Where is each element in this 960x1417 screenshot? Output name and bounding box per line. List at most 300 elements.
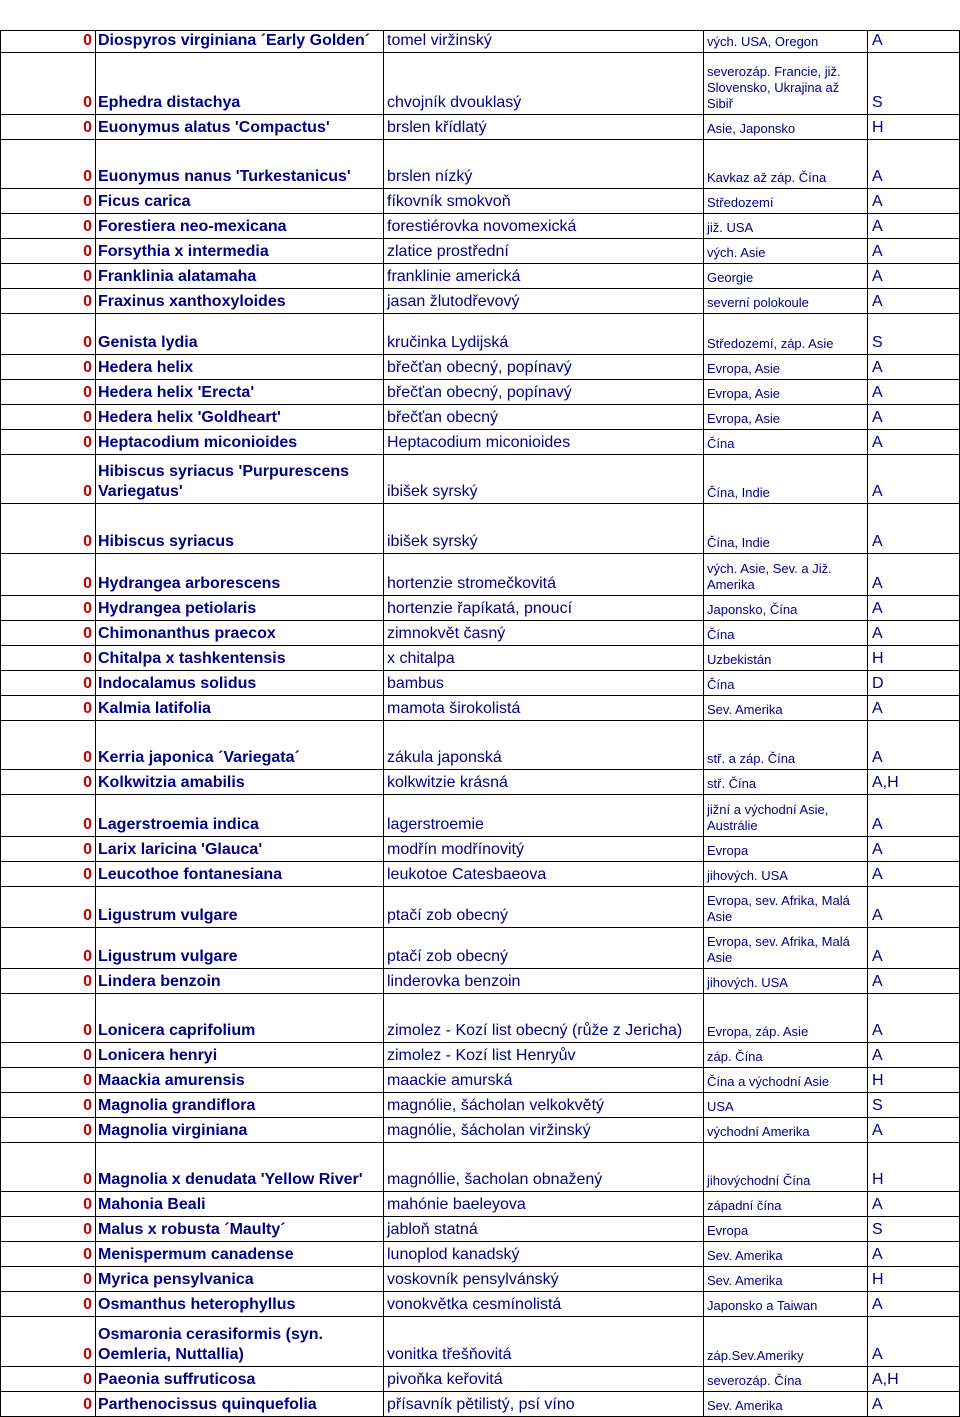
czech-name-cell [384, 188, 704, 213]
origin-cell [704, 1316, 868, 1366]
czech-name: vonokvětka cesmínolistá [387, 1296, 562, 1313]
czech-name: brslen nízký [387, 168, 473, 185]
czech-name: tomel viržinský [387, 32, 492, 49]
hardiness-zone: A [872, 533, 883, 550]
hardiness-zone-cell [868, 695, 960, 720]
latin-name-cell [96, 313, 384, 354]
origin-cell [704, 836, 868, 861]
latin-name-cell [96, 114, 384, 139]
origin-cell [704, 1117, 868, 1142]
hardiness-zone: S [872, 1097, 883, 1114]
latin-name: Magnolia x denudata 'Yellow River' [98, 1171, 363, 1188]
czech-name-cell [384, 1241, 704, 1266]
latin-name-cell [96, 836, 384, 861]
hardiness-zone-cell [868, 404, 960, 429]
hardiness-zone-cell [868, 1092, 960, 1117]
row-number-cell [0, 188, 96, 213]
czech-name: hortenzie řapíkatá, pnoucí [387, 600, 573, 617]
hardiness-zone-cell [868, 503, 960, 553]
czech-name: břečťan obecný [387, 409, 498, 426]
table-row [0, 1241, 960, 1267]
latin-name-cell [96, 454, 384, 503]
hardiness-zone-cell [868, 1366, 960, 1391]
latin-name-cell [96, 1316, 384, 1366]
row-number: 0 [83, 1022, 92, 1039]
czech-name-cell [384, 1142, 704, 1191]
origin: Čína [707, 677, 735, 692]
origin-cell [704, 31, 868, 52]
czech-name: zimnokvět časný [387, 625, 506, 642]
latin-name: Magnolia grandiflora [98, 1097, 256, 1114]
hardiness-zone-cell [868, 769, 960, 794]
hardiness-zone-cell [868, 1042, 960, 1067]
table-row [0, 595, 960, 621]
latin-name: Chitalpa x tashkentensis [98, 650, 286, 667]
latin-name: Lagerstroemia indica [98, 816, 259, 833]
latin-name: Euonymus nanus 'Turkestanicus' [98, 168, 351, 185]
row-number: 0 [83, 973, 92, 990]
hardiness-zone-cell [868, 52, 960, 114]
czech-name-cell [384, 313, 704, 354]
row-number-cell [0, 379, 96, 404]
czech-name: bambus [387, 675, 444, 692]
hardiness-zone-cell [868, 1142, 960, 1191]
czech-name-cell [384, 769, 704, 794]
row-number-cell [0, 861, 96, 886]
origin: Evropa [707, 1223, 749, 1238]
origin-cell [704, 968, 868, 993]
origin: Evropa, sev. Afrika, Malá Asie [707, 934, 850, 965]
table-row [0, 1092, 960, 1118]
hardiness-zone: A,H [872, 1371, 899, 1388]
hardiness-zone-cell [868, 1266, 960, 1291]
row-number-cell [0, 670, 96, 695]
row-number-cell [0, 1266, 96, 1291]
czech-name: magnóllie, šacholan obnažený [387, 1171, 603, 1188]
hardiness-zone-cell [868, 1191, 960, 1216]
czech-name-cell [384, 354, 704, 379]
origin-cell [704, 188, 868, 213]
latin-name: Kalmia latifolia [98, 700, 211, 717]
hardiness-zone-cell [868, 139, 960, 188]
row-number: 0 [83, 168, 92, 185]
czech-name: linderovka benzoin [387, 973, 521, 990]
latin-name-cell [96, 861, 384, 886]
origin-cell [704, 1366, 868, 1391]
origin-cell [704, 670, 868, 695]
hardiness-zone: A [872, 973, 883, 990]
origin: stř. Čína [707, 776, 757, 791]
row-number: 0 [83, 32, 92, 49]
czech-name-cell [384, 1042, 704, 1067]
table-row [0, 620, 960, 646]
hardiness-zone: S [872, 1221, 883, 1238]
row-number-cell [0, 354, 96, 379]
latin-name-cell [96, 670, 384, 695]
hardiness-zone-cell [868, 429, 960, 454]
origin: Uzbekistán [707, 652, 772, 667]
origin: Čína [707, 627, 735, 642]
hardiness-zone: A [872, 483, 883, 500]
origin-cell [704, 1142, 868, 1191]
czech-name-cell [384, 1067, 704, 1092]
table-row [0, 968, 960, 994]
hardiness-zone-cell [868, 1216, 960, 1241]
origin-cell [704, 993, 868, 1042]
czech-name-cell [384, 1266, 704, 1291]
origin-cell [704, 429, 868, 454]
table-row [0, 695, 960, 721]
latin-name-cell [96, 404, 384, 429]
origin: Sev. Amerika [707, 702, 783, 717]
row-number-cell [0, 404, 96, 429]
table-row [0, 1042, 960, 1068]
row-number-cell [0, 1042, 96, 1067]
origin-cell [704, 379, 868, 404]
row-number-cell [0, 968, 96, 993]
row-number-cell [0, 288, 96, 313]
origin-cell [704, 1266, 868, 1291]
origin-cell [704, 454, 868, 503]
czech-name: břečťan obecný, popínavý [387, 384, 572, 401]
table-row [0, 404, 960, 430]
table-row [0, 1067, 960, 1093]
czech-name: přísavník pětilistý, psí víno [387, 1396, 575, 1413]
row-number-cell [0, 720, 96, 769]
latin-name-cell [96, 1291, 384, 1316]
row-number: 0 [83, 483, 92, 500]
czech-name-cell [384, 695, 704, 720]
origin-cell [704, 263, 868, 288]
table-row [0, 454, 960, 504]
hardiness-zone-cell [868, 1316, 960, 1366]
latin-name: Magnolia virginiana [98, 1122, 248, 1139]
czech-name: zimolez - Kozí list obecný (růže z Jericha) [387, 1022, 683, 1039]
czech-name: modřín modřínovitý [387, 841, 524, 858]
table-row [0, 769, 960, 795]
hardiness-zone: A [872, 600, 883, 617]
table-row [0, 52, 960, 115]
czech-name: franklinie americká [387, 268, 521, 285]
hardiness-zone: A [872, 907, 883, 924]
latin-name-cell [96, 52, 384, 114]
origin: USA [707, 1099, 734, 1114]
latin-name: Lindera benzoin [98, 973, 221, 990]
czech-name-cell [384, 238, 704, 263]
latin-name-cell [96, 263, 384, 288]
hardiness-zone-cell [868, 1067, 960, 1092]
czech-name: ptačí zob obecný [387, 907, 508, 924]
origin-cell [704, 52, 868, 114]
czech-name-cell [384, 595, 704, 620]
row-number: 0 [83, 866, 92, 883]
origin-cell [704, 503, 868, 553]
table-row [0, 1266, 960, 1292]
latin-name: Ligustrum vulgare [98, 948, 238, 965]
origin-cell [704, 695, 868, 720]
latin-name: Ephedra distachya [98, 94, 241, 111]
row-number-cell [0, 31, 96, 52]
table-row [0, 1366, 960, 1392]
latin-name: Euonymus alatus 'Compactus' [98, 119, 330, 136]
hardiness-zone-cell [868, 720, 960, 769]
table-row [0, 1216, 960, 1242]
row-number: 0 [83, 533, 92, 550]
row-number: 0 [83, 243, 92, 260]
latin-name-cell [96, 288, 384, 313]
table-row [0, 1142, 960, 1192]
latin-name: Franklinia alatamaha [98, 268, 257, 285]
latin-name-cell [96, 720, 384, 769]
czech-name: zimolez - Kozí list Henryův [387, 1047, 576, 1064]
hardiness-zone: A [872, 1246, 883, 1263]
hardiness-zone: A [872, 1396, 883, 1413]
czech-name: zlatice prostřední [387, 243, 509, 260]
latin-name-cell [96, 553, 384, 595]
hardiness-zone-cell [868, 1117, 960, 1142]
czech-name-cell [384, 404, 704, 429]
row-number-cell [0, 1241, 96, 1266]
latin-name-cell [96, 188, 384, 213]
origin-cell [704, 861, 868, 886]
czech-name-cell [384, 720, 704, 769]
row-number-cell [0, 1291, 96, 1316]
row-number-cell [0, 454, 96, 503]
czech-name-cell [384, 1117, 704, 1142]
origin-cell [704, 238, 868, 263]
table-row [0, 503, 960, 554]
hardiness-zone: A [872, 1047, 883, 1064]
latin-name: Osmanthus heterophyllus [98, 1296, 296, 1313]
table-row [0, 114, 960, 140]
row-number: 0 [83, 409, 92, 426]
czech-name-cell [384, 1391, 704, 1416]
hardiness-zone: A [872, 218, 883, 235]
row-number: 0 [83, 1072, 92, 1089]
hardiness-zone: A [872, 293, 883, 310]
czech-name-cell [384, 968, 704, 993]
row-number-cell [0, 1191, 96, 1216]
origin-cell [704, 927, 868, 968]
czech-name: břečťan obecný, popínavý [387, 359, 572, 376]
hardiness-zone-cell [868, 836, 960, 861]
czech-name-cell [384, 794, 704, 836]
origin: Středozemí [707, 195, 774, 210]
origin: Čína, Indie [707, 535, 770, 550]
latin-name-cell [96, 1216, 384, 1241]
czech-name: lunoplod kanadský [387, 1246, 520, 1263]
origin-cell [704, 114, 868, 139]
hardiness-zone-cell [868, 1291, 960, 1316]
hardiness-zone-cell [868, 354, 960, 379]
hardiness-zone: A [872, 193, 883, 210]
origin: Kavkaz až záp. Čína [707, 170, 827, 185]
czech-name: kručinka Lydijská [387, 334, 509, 351]
czech-name-cell [384, 1092, 704, 1117]
latin-name: Diospyros virginiana ´Early Golden´ [98, 32, 371, 49]
czech-name: mahónie baeleyova [387, 1196, 526, 1213]
origin-cell [704, 1042, 868, 1067]
czech-name: lagerstroemie [387, 816, 484, 833]
table-row [0, 429, 960, 455]
row-number-cell [0, 313, 96, 354]
czech-name: brslen křídlatý [387, 119, 487, 136]
table-row [0, 238, 960, 264]
row-number-cell [0, 139, 96, 188]
table-row [0, 1117, 960, 1143]
row-number: 0 [83, 907, 92, 924]
origin: Sev. Amerika [707, 1248, 783, 1263]
row-number: 0 [83, 948, 92, 965]
latin-name: Hibiscus syriacus [98, 533, 235, 550]
origin: severozáp. Čína [707, 1373, 802, 1388]
latin-name-cell [96, 1191, 384, 1216]
origin: západní čína [707, 1198, 782, 1213]
origin: severní polokoule [707, 295, 809, 310]
row-number: 0 [83, 193, 92, 210]
origin: záp. Čína [707, 1049, 763, 1064]
czech-name-cell [384, 1316, 704, 1366]
row-number: 0 [83, 600, 92, 617]
czech-name-cell [384, 263, 704, 288]
czech-name: leukotoe Catesbaeova [387, 866, 547, 883]
hardiness-zone: A [872, 1196, 883, 1213]
czech-name-cell [384, 1191, 704, 1216]
hardiness-zone-cell [868, 927, 960, 968]
origin-cell [704, 288, 868, 313]
latin-name-cell [96, 213, 384, 238]
table-row [0, 1391, 960, 1417]
czech-name-cell [384, 620, 704, 645]
latin-name: Menispermum canadense [98, 1246, 294, 1263]
latin-name-cell [96, 238, 384, 263]
origin-cell [704, 313, 868, 354]
table-row [0, 861, 960, 887]
row-number: 0 [83, 384, 92, 401]
table-row [0, 1316, 960, 1367]
row-number: 0 [83, 119, 92, 136]
origin: Georgie [707, 270, 754, 285]
latin-name-cell [96, 379, 384, 404]
origin-cell [704, 404, 868, 429]
hardiness-zone-cell [868, 114, 960, 139]
latin-name-cell [96, 794, 384, 836]
latin-name: Hedera helix 'Erecta' [98, 384, 255, 401]
latin-name-cell [96, 429, 384, 454]
latin-name: Kolkwitzia amabilis [98, 774, 245, 791]
czech-name-cell [384, 288, 704, 313]
row-number: 0 [83, 1047, 92, 1064]
origin-cell [704, 1216, 868, 1241]
latin-name: Chimonanthus praecox [98, 625, 276, 642]
hardiness-zone: A [872, 866, 883, 883]
latin-name: Osmaronia cerasiformis (syn. Oemleria, Nuttallia) [98, 1326, 323, 1363]
latin-name: Forestiera neo-mexicana [98, 218, 287, 235]
table-row [0, 670, 960, 696]
hardiness-zone: A [872, 575, 883, 592]
origin: Evropa, Asie [707, 386, 780, 401]
row-number-cell [0, 645, 96, 670]
row-number-cell [0, 927, 96, 968]
row-number: 0 [83, 218, 92, 235]
origin-cell [704, 354, 868, 379]
origin: Asie, Japonsko [707, 121, 796, 136]
hardiness-zone: A [872, 948, 883, 965]
czech-name-cell [384, 670, 704, 695]
latin-name-cell [96, 139, 384, 188]
latin-name-cell [96, 769, 384, 794]
hardiness-zone-cell [868, 794, 960, 836]
row-number-cell [0, 213, 96, 238]
czech-name: ibišek syrský [387, 533, 478, 550]
row-number: 0 [83, 625, 92, 642]
hardiness-zone-cell [868, 968, 960, 993]
czech-name-cell [384, 429, 704, 454]
latin-name: Heptacodium miconioides [98, 434, 298, 451]
latin-name: Ficus carica [98, 193, 191, 210]
latin-name: Lonicera henryi [98, 1047, 218, 1064]
latin-name: Leucothoe fontanesiana [98, 866, 283, 883]
latin-name-cell [96, 620, 384, 645]
origin: záp.Sev.Ameriky [707, 1348, 804, 1363]
origin: Evropa, záp. Asie [707, 1024, 809, 1039]
hardiness-zone: A [872, 841, 883, 858]
row-number-cell [0, 1216, 96, 1241]
hardiness-zone: H [872, 1271, 884, 1288]
latin-name-cell [96, 1092, 384, 1117]
czech-name: ibišek syrský [387, 483, 478, 500]
row-number-cell [0, 553, 96, 595]
hardiness-zone-cell [868, 886, 960, 927]
hardiness-zone: A [872, 1296, 883, 1313]
latin-name: Hibiscus syriacus 'Purpurescens Variegatus' [98, 463, 350, 500]
czech-name-cell [384, 454, 704, 503]
row-number: 0 [83, 1221, 92, 1238]
origin: Evropa, Asie [707, 361, 780, 376]
hardiness-zone-cell [868, 288, 960, 313]
latin-name: Larix laricina 'Glauca' [98, 841, 263, 858]
latin-name-cell [96, 968, 384, 993]
hardiness-zone: S [872, 334, 883, 351]
latin-name-cell [96, 503, 384, 553]
hardiness-zone-cell [868, 379, 960, 404]
hardiness-zone: A [872, 1122, 883, 1139]
latin-name: Fraxinus xanthoxyloides [98, 293, 286, 310]
row-number: 0 [83, 650, 92, 667]
table-row [0, 993, 960, 1043]
row-number: 0 [83, 1296, 92, 1313]
hardiness-zone: A,H [872, 774, 899, 791]
origin-cell [704, 769, 868, 794]
origin: vých. Asie, Sev. a Již. Amerika [707, 561, 832, 592]
hardiness-zone-cell [868, 263, 960, 288]
origin: stř. a záp. Čína [707, 751, 796, 766]
latin-name: Paeonia suffruticosa [98, 1371, 256, 1388]
hardiness-zone-cell [868, 1241, 960, 1266]
czech-name-cell [384, 31, 704, 52]
czech-name-cell [384, 213, 704, 238]
latin-name: Myrica pensylvanica [98, 1271, 254, 1288]
latin-name-cell [96, 645, 384, 670]
row-number: 0 [83, 434, 92, 451]
czech-name: jabloň statná [387, 1221, 478, 1238]
origin: Čína a východní Asie [707, 1074, 830, 1089]
latin-name: Kerria japonica ´Variegata´ [98, 749, 300, 766]
row-number-cell [0, 1316, 96, 1366]
row-number: 0 [83, 774, 92, 791]
czech-name-cell [384, 861, 704, 886]
hardiness-zone: H [872, 650, 884, 667]
